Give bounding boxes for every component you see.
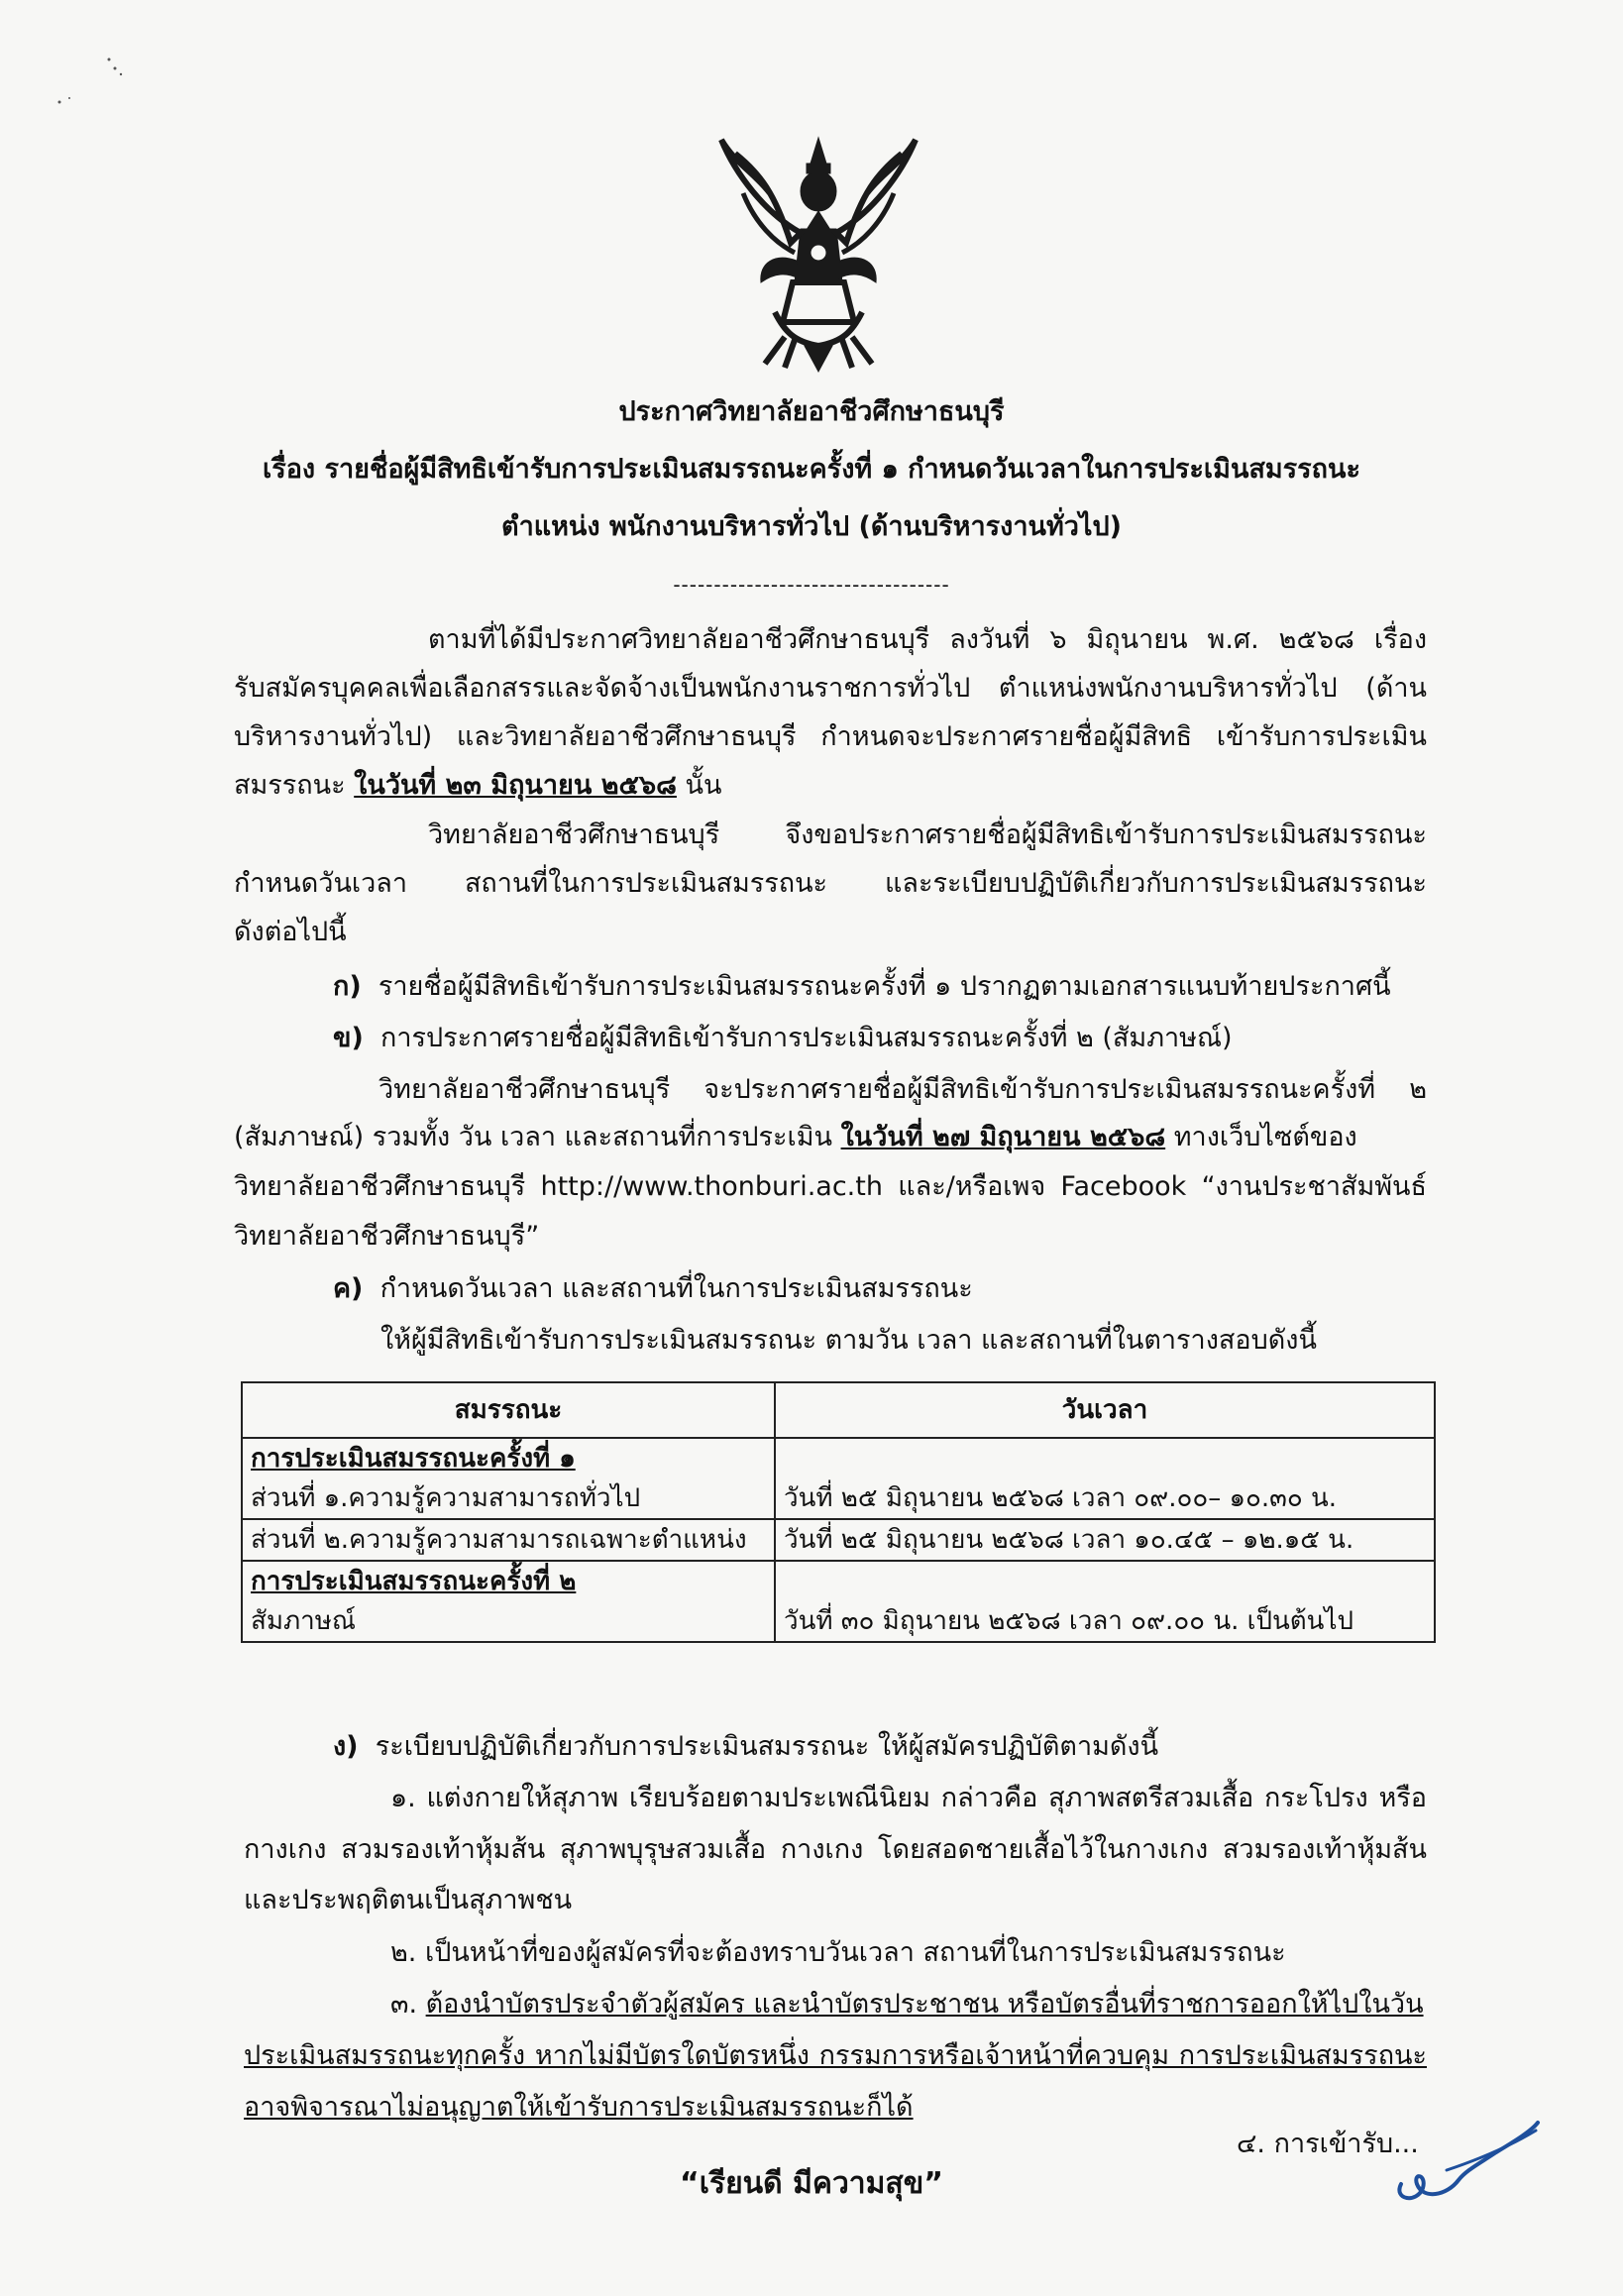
document-title: ประกาศวิทยาลัยอาชีวศึกษาธนบุรี [618, 396, 1005, 427]
part-2-datetime: วันที่ ๒๕ มิถุนายน ๒๕๖๘ เวลา ๑๐.๔๕ – ๑๒.๑๕ น. [775, 1519, 1435, 1561]
table-cell [242, 1438, 775, 1519]
table-header-datetime: วันเวลา [775, 1382, 1435, 1438]
intro-text: สมรรถนะ [234, 770, 355, 801]
item-b-paragraph-2 [234, 1120, 1357, 1155]
item-c-marker: ค) [333, 1273, 364, 1304]
intro-line-2: รับสมัครบุคคลเพื่อเลือกสรรและจัดจ้างเป็นพนักงานราชการทั่วไป ตำแหน่งพนักงานบริหารทั่วไป (ด้าน [234, 673, 1427, 704]
intro-line-4 [234, 768, 721, 804]
item-b-paragraph-1: วิทยาลัยอาชีวศึกษาธนบุรี จะประกาศรายชื่อผู้มีสิทธิเข้ารับการประเมินสมรรถนะครั้งที่ ๒ [379, 1074, 1427, 1105]
rule-3-line-2: ประเมินสมรรถนะทุกครั้ง หากไม่มีบัตรใดบัตรหนึ่ง กรรมการหรือเจ้าหน้าที่ควบคุม การประเมินสมรรถนะ [244, 2040, 1427, 2071]
item-b-paragraph-3: วิทยาลัยอาชีวศึกษาธนบุรี http://www.thonburi.ac.th และ/หรือเพจ Facebook “งานประชาสัมพันธ์ [234, 1171, 1427, 1202]
item-b-paragraph-4: วิทยาลัยอาชีวศึกษาธนบุรี” [234, 1221, 540, 1252]
rule-3-number: ๓. [390, 1989, 426, 2020]
intro-tail: นั้น [676, 770, 722, 801]
corner-speck-marks [50, 55, 139, 114]
table-row [242, 1438, 1435, 1519]
rule-3-text-1: ต้องนำบัตรประจำตัวผู้สมัคร และนำบัตรประชาชน หรือบัตรอื่นที่ราชการออกให้ไปในวัน [425, 1989, 1424, 2020]
item-d-marker: ง) [333, 1731, 359, 1762]
document-subject: เรื่อง รายชื่อผู้มีสิทธิเข้ารับการประเมินสมรรถนะครั้งที่ ๑ กำหนดวันเวลาในการประเมินสมรรถนะ [262, 454, 1360, 485]
item-b-marker: ข) [333, 1023, 364, 1053]
rule-1-line-1: ๑. แต่งกายให้สุภาพ เรียบร้อยตามประเพณีนิยม กล่าวคือ สุภาพสตรีสวมเสื้อ กระโปรง หรือ [390, 1783, 1427, 1813]
interview-datetime: วันที่ ๓๐ มิถุนายน ๒๕๖๘ เวลา ๐๙.๐๐ น. เป็นต้นไป [775, 1561, 1435, 1642]
intro-line-3: บริหารงานทั่วไป) และวิทยาลัยอาชีวศึกษาธนบุรี กำหนดจะประกาศรายชื่อผู้มีสิทธิ เข้ารับการประเมิน [234, 721, 1427, 752]
schedule-table [241, 1381, 1436, 1643]
table-cell [242, 1561, 775, 1642]
rule-2: ๒. เป็นหน้าที่ของผู้สมัครที่จะต้องทราบวันเวลา สถานที่ในการประเมินสมรรถนะ [390, 1937, 1286, 1968]
rule-1-line-2: กางเกง สวมรองเท้าหุ้มส้น สุภาพบุรุษสวมเสื้อ กางเกง โดยสอดชายเสื้อไว้ในกางเกง สวมรองเท้าหุ้มส้น [244, 1834, 1427, 1865]
item-a [333, 969, 1391, 1005]
rule-3-line-1 [390, 1987, 1427, 2023]
part-1-datetime: วันที่ ๒๕ มิถุนายน ๒๕๖๘ เวลา ๐๙.๐๐– ๑๐.๓๐ น. [775, 1438, 1435, 1519]
separator-line: ---------------------------------- [673, 573, 950, 597]
item-d [333, 1729, 1158, 1765]
item-c [333, 1271, 973, 1307]
part-1-label: ส่วนที่ ๑.ความรู้ความสามารถทั่วไป [251, 1483, 641, 1513]
announce-line-1: วิทยาลัยอาชีวศึกษาธนบุรี จึงขอประกาศรายชื่อผู้มีสิทธิเข้ารับการประเมินสมรรถนะ [428, 820, 1427, 850]
group-1-title: การประเมินสมรรถนะครั้งที่ ๑ [251, 1444, 576, 1474]
rule-3-line-3: อาจพิจารณาไม่อนุญาตให้เข้ารับการประเมินสมรรถนะก็ได้ [244, 2092, 914, 2123]
interview-label: สัมภาษณ์ [251, 1606, 357, 1636]
item-b-text-3: ทางเว็บไซต์ของ [1165, 1122, 1357, 1152]
item-a-text: รายชื่อผู้มีสิทธิเข้ารับการประเมินสมรรถนะครั้งที่ ๑ ปรากฏตามเอกสารแนบท้ายประกาศนี้ [378, 971, 1391, 1002]
table-header-row [242, 1382, 1435, 1438]
item-c-text: กำหนดวันเวลา และสถานที่ในการประเมินสมรรถนะ [379, 1273, 973, 1304]
college-motto: “เรียนดี มีความสุข” [680, 2166, 943, 2201]
table-header-competency: สมรรถนะ [242, 1382, 775, 1438]
item-d-text: ระเบียบปฏิบัติเกี่ยวกับการประเมินสมรรถนะ ให้ผู้สมัครปฏิบัติตามดังนี้ [375, 1731, 1159, 1762]
document-position: ตำแหน่ง พนักงานบริหารทั่วไป (ด้านบริหารงานทั่วไป) [501, 511, 1122, 542]
announce-line-2: กำหนดวันเวลา สถานที่ในการประเมินสมรรถนะ และระเบียบปฏิบัติเกี่ยวกับการประเมินสมรรถนะ [234, 868, 1427, 899]
table-row [242, 1561, 1435, 1642]
item-b-date-highlight: ในวันที่ ๒๗ มิถุนายน ๒๕๖๘ [840, 1122, 1166, 1152]
continued-note: ๔. การเข้ารับ... [1237, 2129, 1419, 2159]
table-row [242, 1519, 1435, 1561]
group-2-title: การประเมินสมรรถนะครั้งที่ ๒ [251, 1567, 577, 1596]
garuda-emblem [715, 134, 921, 374]
item-b-text: การประกาศรายชื่อผู้มีสิทธิเข้ารับการประเมินสมรรถนะครั้งที่ ๒ (สัมภาษณ์) [379, 1023, 1233, 1053]
item-b [333, 1021, 1233, 1056]
part-2-label: ส่วนที่ ๒.ความรู้ความสามารถเฉพาะตำแหน่ง [242, 1519, 775, 1561]
intro-date-highlight: ในวันที่ ๒๓ มิถุนายน ๒๕๖๘ [354, 770, 677, 801]
announce-line-3: ดังต่อไปนี้ [234, 917, 347, 947]
item-c-sub: ให้ผู้มีสิทธิเข้ารับการประเมินสมรรถนะ ตามวัน เวลา และสถานที่ในตารางสอบดังนี้ [380, 1325, 1317, 1356]
item-a-marker: ก) [333, 971, 362, 1002]
intro-line-1: ตามที่ได้มีประกาศวิทยาลัยอาชีวศึกษาธนบุรี ลงวันที่ ๖ มิถุนายน พ.ศ. ๒๕๖๘ เรื่อง [428, 624, 1427, 655]
item-b-text-2: (สัมภาษณ์) รวมทั้ง วัน เวลา และสถานที่การประเมิน [234, 1122, 841, 1152]
rule-1-line-3: และประพฤติตนเป็นสุภาพชน [244, 1885, 573, 1915]
